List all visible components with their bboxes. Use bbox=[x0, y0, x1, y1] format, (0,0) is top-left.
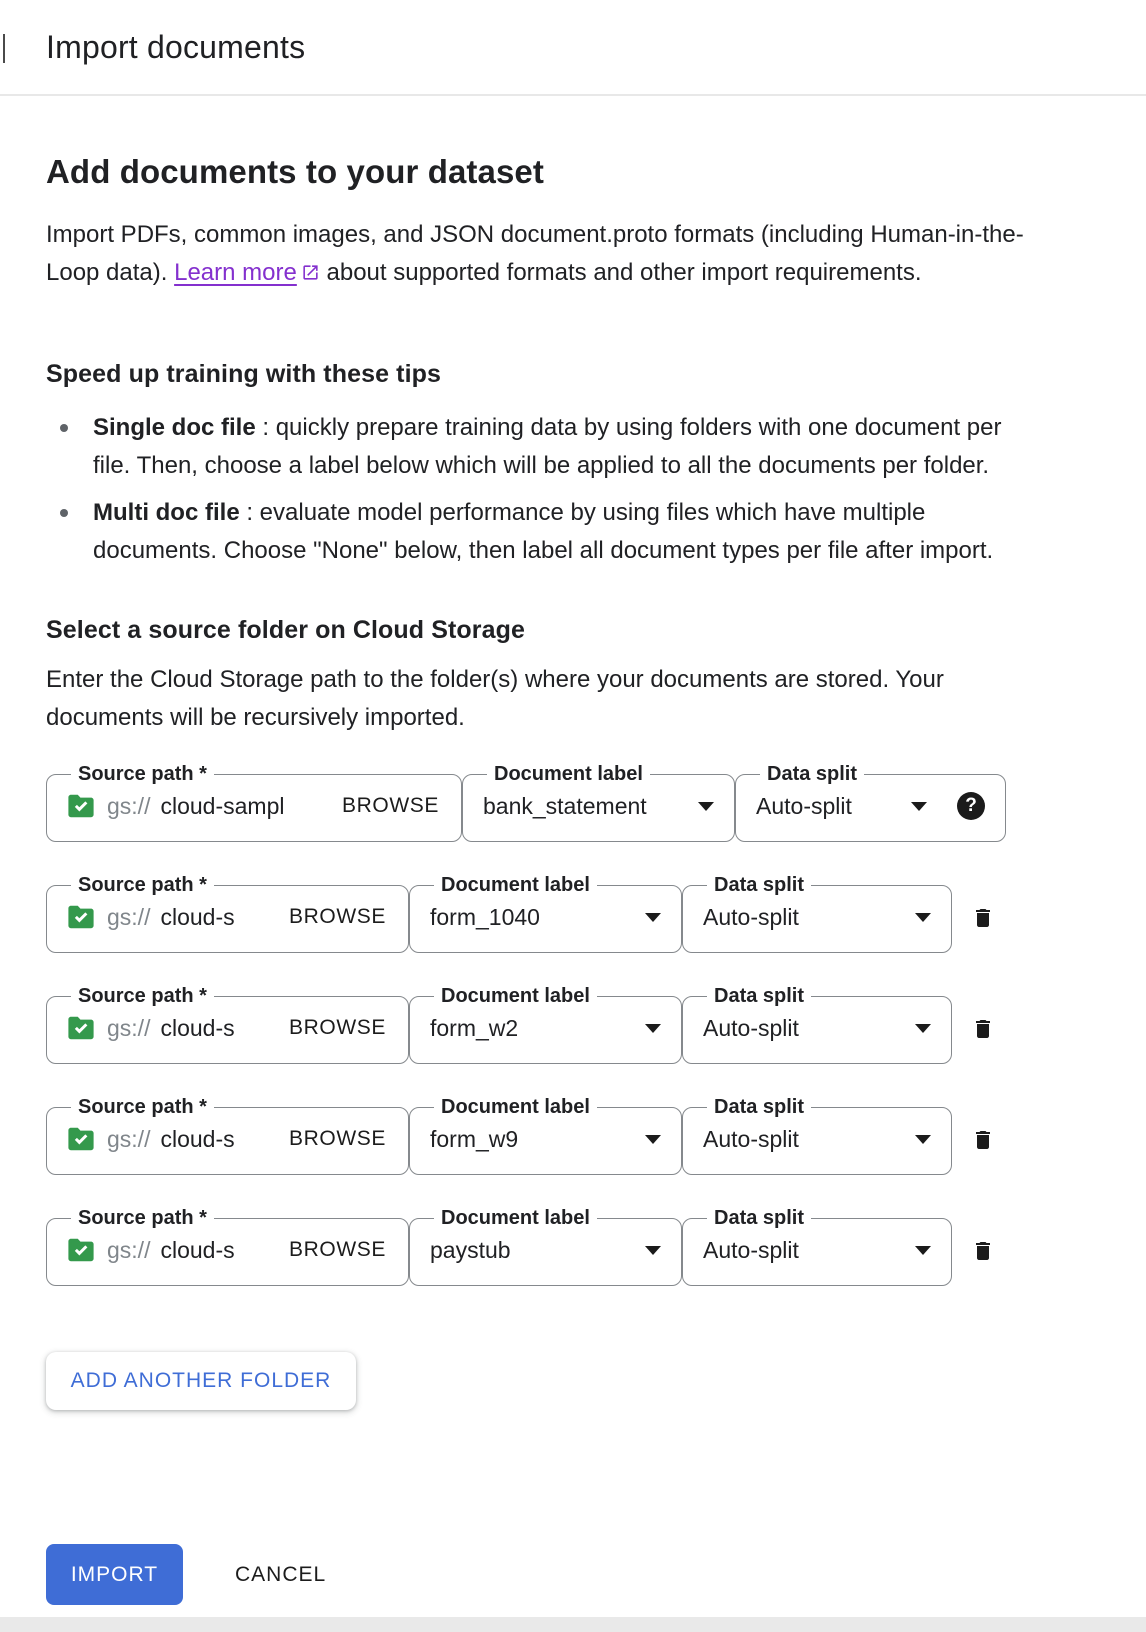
delete-row-button[interactable] bbox=[971, 1127, 995, 1153]
data-split-value[interactable]: Auto-split bbox=[703, 1236, 799, 1263]
data-split-label: Data split bbox=[714, 985, 805, 1007]
tip-term: Single doc file bbox=[93, 414, 256, 441]
cancel-button[interactable]: CANCEL bbox=[229, 1562, 332, 1588]
import-row-4 bbox=[46, 1097, 1100, 1175]
import-button[interactable]: IMPORT bbox=[46, 1544, 183, 1605]
source-path-input[interactable]: cloud-s bbox=[160, 1014, 235, 1041]
document-label-label: Document label bbox=[441, 1096, 590, 1118]
data-split-field[interactable] bbox=[735, 764, 1006, 842]
tip-item bbox=[46, 409, 1036, 485]
source-path-input[interactable]: cloud-sampl bbox=[160, 792, 285, 819]
dialog-actions bbox=[46, 1544, 1100, 1605]
open-in-new-icon bbox=[301, 256, 320, 294]
source-path-input[interactable]: cloud-s bbox=[160, 1125, 235, 1152]
chevron-down-icon[interactable] bbox=[915, 1246, 931, 1255]
chevron-down-icon[interactable] bbox=[698, 802, 714, 811]
learn-more-label: Learn more bbox=[174, 259, 297, 286]
data-split-field[interactable] bbox=[682, 875, 952, 953]
document-label-field[interactable] bbox=[409, 986, 682, 1064]
import-row-2 bbox=[46, 875, 1100, 953]
gs-prefix: gs:// bbox=[107, 1125, 151, 1152]
document-label-label: Document label bbox=[441, 1207, 590, 1229]
import-row-1 bbox=[46, 764, 1100, 842]
data-split-label: Data split bbox=[767, 763, 858, 785]
source-path-field[interactable] bbox=[46, 875, 409, 953]
data-split-value[interactable]: Auto-split bbox=[703, 1014, 799, 1041]
chevron-down-icon[interactable] bbox=[645, 1246, 661, 1255]
intro-text bbox=[46, 216, 1031, 294]
gs-prefix: gs:// bbox=[107, 792, 151, 819]
delete-row-button[interactable] bbox=[971, 1238, 995, 1264]
intro-text-before: Import PDFs, common images, and JSON document.proto formats (including Human-in-the-Loop data). bbox=[46, 221, 1024, 286]
delete-row-button[interactable] bbox=[971, 1016, 995, 1042]
source-path-input[interactable]: cloud-s bbox=[160, 1236, 235, 1263]
chevron-down-icon[interactable] bbox=[645, 913, 661, 922]
data-split-field[interactable] bbox=[682, 986, 952, 1064]
source-section-description: Enter the Cloud Storage path to the folder(s) where your documents are stored. Your documents will be recursively imported. bbox=[46, 666, 944, 731]
source-path-field[interactable] bbox=[46, 1208, 409, 1286]
gs-prefix: gs:// bbox=[107, 903, 151, 930]
document-label-value[interactable]: bank_statement bbox=[483, 792, 647, 819]
bottom-divider bbox=[0, 1617, 1146, 1632]
source-path-label: Source path * bbox=[78, 1207, 207, 1229]
source-path-label: Source path * bbox=[78, 874, 207, 896]
page-title: Add documents to your dataset bbox=[46, 153, 544, 190]
document-label-field[interactable] bbox=[409, 1208, 682, 1286]
learn-more-link[interactable] bbox=[174, 259, 320, 286]
gs-prefix: gs:// bbox=[107, 1014, 151, 1041]
help-icon[interactable]: ? bbox=[957, 792, 985, 820]
source-path-field[interactable] bbox=[46, 764, 462, 842]
panel-title: Import documents bbox=[46, 28, 306, 65]
browse-button[interactable]: BROWSE bbox=[289, 905, 386, 928]
data-split-value[interactable]: Auto-split bbox=[756, 792, 852, 819]
folder-check-icon bbox=[67, 905, 95, 929]
browse-button[interactable]: BROWSE bbox=[289, 1016, 386, 1039]
chevron-down-icon[interactable] bbox=[915, 1024, 931, 1033]
browse-button[interactable]: BROWSE bbox=[342, 794, 439, 817]
document-label-value[interactable]: form_w9 bbox=[430, 1125, 519, 1152]
chevron-down-icon[interactable] bbox=[915, 1135, 931, 1144]
document-label-label: Document label bbox=[494, 763, 643, 785]
chevron-down-icon[interactable] bbox=[645, 1024, 661, 1033]
document-label-field[interactable] bbox=[409, 875, 682, 953]
document-label-field[interactable] bbox=[409, 1097, 682, 1175]
source-path-field[interactable] bbox=[46, 986, 409, 1064]
source-path-input[interactable]: cloud-s bbox=[160, 903, 235, 930]
data-split-label: Data split bbox=[714, 1096, 805, 1118]
intro-text-after: about supported formats and other import requirements. bbox=[319, 259, 922, 286]
data-split-value[interactable]: Auto-split bbox=[703, 903, 799, 930]
document-label-label: Document label bbox=[441, 985, 590, 1007]
data-split-label: Data split bbox=[714, 1207, 805, 1229]
folder-check-icon bbox=[67, 794, 95, 818]
data-split-value[interactable]: Auto-split bbox=[703, 1125, 799, 1152]
window-edge bbox=[3, 34, 5, 63]
folder-check-icon bbox=[67, 1238, 95, 1262]
source-path-label: Source path * bbox=[78, 763, 207, 785]
browse-button[interactable]: BROWSE bbox=[289, 1238, 386, 1261]
tip-text: : quickly prepare training data by using folders with one document per file. Then, choose a label below which will be applied to all the documents per folder. bbox=[93, 414, 1002, 479]
tip-term: Multi doc file bbox=[93, 499, 240, 526]
delete-row-button[interactable] bbox=[971, 905, 995, 931]
data-split-field[interactable] bbox=[682, 1208, 952, 1286]
tip-text: : evaluate model performance by using files which have multiple documents. Choose "None" below, then label all document types per file after import. bbox=[93, 499, 994, 564]
tip-item bbox=[46, 494, 1036, 570]
document-label-label: Document label bbox=[441, 874, 590, 896]
data-split-label: Data split bbox=[714, 874, 805, 896]
document-label-field[interactable] bbox=[462, 764, 735, 842]
source-path-label: Source path * bbox=[78, 985, 207, 1007]
chevron-down-icon[interactable] bbox=[645, 1135, 661, 1144]
source-path-field[interactable] bbox=[46, 1097, 409, 1175]
folder-check-icon bbox=[67, 1127, 95, 1151]
tips-heading: Speed up training with these tips bbox=[46, 360, 441, 388]
gs-prefix: gs:// bbox=[107, 1236, 151, 1263]
document-label-value[interactable]: form_1040 bbox=[430, 903, 540, 930]
import-row-5 bbox=[46, 1208, 1100, 1286]
chevron-down-icon[interactable] bbox=[915, 913, 931, 922]
import-form bbox=[46, 764, 1100, 1286]
data-split-field[interactable] bbox=[682, 1097, 952, 1175]
tips-list bbox=[46, 409, 1036, 570]
document-label-value[interactable]: paystub bbox=[430, 1236, 511, 1263]
add-another-folder-button[interactable]: ADD ANOTHER FOLDER bbox=[46, 1352, 356, 1410]
import-row-3 bbox=[46, 986, 1100, 1064]
chevron-down-icon[interactable] bbox=[911, 802, 927, 811]
folder-check-icon bbox=[67, 1016, 95, 1040]
panel-header bbox=[0, 0, 1146, 96]
source-section-heading: Select a source folder on Cloud Storage bbox=[46, 616, 525, 644]
document-label-value[interactable]: form_w2 bbox=[430, 1014, 519, 1041]
source-path-label: Source path * bbox=[78, 1096, 207, 1118]
browse-button[interactable]: BROWSE bbox=[289, 1127, 386, 1150]
